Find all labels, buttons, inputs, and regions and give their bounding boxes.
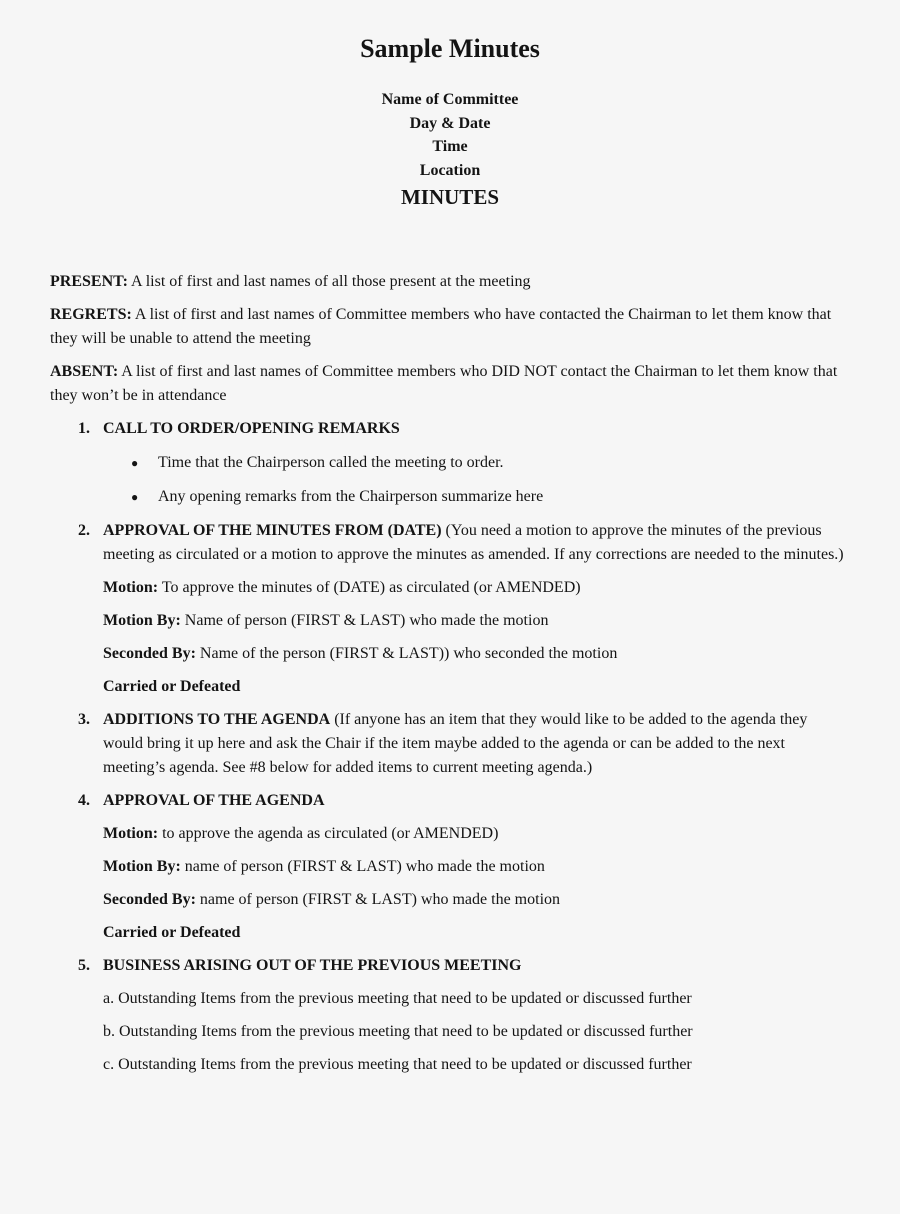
bullet-text: Any opening remarks from the Chairperson summarize here [158, 488, 544, 505]
agenda-list [78, 417, 850, 1077]
bullet-item [131, 451, 850, 475]
agenda-item-4 [78, 789, 850, 945]
minutes-heading: MINUTES [400, 185, 500, 209]
motion-label: Motion: [103, 579, 159, 596]
motion-paragraph [103, 822, 850, 846]
bullet-text: Time that the Chairperson called the meeting to order. [158, 454, 504, 471]
agenda-item-1 [78, 417, 850, 509]
bullet-icon: ● [131, 456, 139, 470]
regrets-label: REGRETS: [50, 306, 132, 323]
regrets-text: A list of first and last names of Committee members who have contacted the Chairman to let them know that they will be unable to attend the meeting [50, 306, 832, 347]
seconded-by-text: Name of the person (FIRST & LAST)) who seconded the motion [195, 645, 618, 662]
bullet-icon: ● [131, 490, 139, 504]
committee-name-line: Name of Committee [381, 91, 519, 108]
present-label: PRESENT: [50, 273, 128, 290]
document-header [0, 0, 900, 210]
agenda-item-5 [78, 954, 850, 1077]
agenda-item-2-heading-row [78, 519, 850, 567]
seconded-by-paragraph [103, 642, 850, 666]
present-text: A list of first and last names of all those present at the meeting [127, 273, 531, 290]
sub-item-b [103, 1020, 850, 1044]
agenda-item-3-number: 3. [78, 711, 90, 728]
agenda-item-3-note: (If anyone has an item that they would like to be added to the agenda they would bring it up here and ask the Chair if the item maybe added to the agenda or can be added to the next meeting’s agenda. See #8 below for added items to current meeting agenda.) [103, 711, 808, 776]
agenda-item-4-motions [103, 822, 850, 945]
agenda-item-1-heading-row [78, 417, 850, 441]
seconded-by-paragraph [103, 888, 850, 912]
document-title: Sample Minutes [360, 34, 540, 63]
motion-text: to approve the agenda as circulated (or AMENDED) [158, 825, 499, 842]
sub-item-c [103, 1053, 850, 1077]
agenda-item-5-heading: BUSINESS ARISING OUT OF THE PREVIOUS MEETING [103, 957, 522, 974]
agenda-item-5-heading-row [78, 954, 850, 978]
present-paragraph [50, 270, 850, 294]
agenda-item-2-note: (You need a motion to approve the minutes of the previous meeting as circulated or a motion to approve the minutes as amended. If any corrections are needed to the minutes.) [103, 522, 844, 563]
sub-item-letter: b. [103, 1023, 115, 1040]
agenda-item-3-heading-row [78, 708, 850, 780]
agenda-item-1-number: 1. [78, 420, 90, 437]
agenda-item-4-number: 4. [78, 792, 90, 809]
carried-or-defeated-line: Carried or Defeated [103, 924, 241, 941]
seconded-by-label: Seconded By: [103, 891, 196, 908]
day-date-line: Day & Date [409, 114, 491, 132]
agenda-item-4-heading-row [78, 789, 850, 813]
agenda-item-2-motions [103, 576, 850, 699]
motion-by-paragraph [103, 609, 850, 633]
motion-text: To approve the minutes of (DATE) as circulated (or AMENDED) [158, 579, 581, 596]
sub-item-text: Outstanding Items from the previous meeting that need to be updated or discussed further [114, 990, 692, 1007]
sub-item-letter: c. [103, 1056, 115, 1073]
sub-item-text: Outstanding Items from the previous meeting that need to be updated or discussed further [114, 1056, 692, 1073]
motion-label: Motion: [103, 825, 159, 842]
agenda-item-2-heading: APPROVAL OF THE MINUTES FROM (DATE) [103, 522, 442, 539]
bullet-item [131, 485, 850, 509]
absent-text: A list of first and last names of Committee members who DID NOT contact the Chairman to let them know that they won’t be in attendance [50, 363, 838, 404]
motion-by-text: Name of person (FIRST & LAST) who made the motion [180, 612, 549, 629]
agenda-item-4-heading: APPROVAL OF THE AGENDA [103, 792, 325, 809]
sub-item-letter: a. [103, 990, 115, 1007]
sub-item-a [103, 987, 850, 1011]
agenda-item-1-heading: CALL TO ORDER/OPENING REMARKS [103, 420, 400, 437]
motion-by-text: name of person (FIRST & LAST) who made the motion [180, 858, 545, 875]
location-line: Location [419, 161, 481, 179]
seconded-by-text: name of person (FIRST & LAST) who made the motion [195, 891, 561, 908]
agenda-item-2-number: 2. [78, 522, 90, 539]
agenda-item-3 [78, 708, 850, 780]
agenda-item-5-subitems [103, 987, 850, 1077]
seconded-by-label: Seconded By: [103, 645, 196, 662]
agenda-item-2 [78, 519, 850, 699]
meeting-info-block [0, 88, 900, 210]
motion-by-paragraph [103, 855, 850, 879]
agenda-item-3-heading: ADDITIONS TO THE AGENDA [103, 711, 331, 728]
agenda-item-5-number: 5. [78, 957, 90, 974]
absent-label: ABSENT: [50, 363, 119, 380]
motion-by-label: Motion By: [103, 612, 181, 629]
carried-or-defeated-line: Carried or Defeated [103, 678, 241, 695]
agenda-item-1-bullets [131, 451, 850, 509]
document-body [50, 270, 850, 1077]
regrets-paragraph [50, 303, 850, 351]
motion-paragraph [103, 576, 850, 600]
absent-paragraph [50, 360, 850, 408]
sub-item-text: Outstanding Items from the previous meeting that need to be updated or discussed further [115, 1023, 693, 1040]
time-line: Time [432, 138, 468, 155]
motion-by-label: Motion By: [103, 858, 181, 875]
